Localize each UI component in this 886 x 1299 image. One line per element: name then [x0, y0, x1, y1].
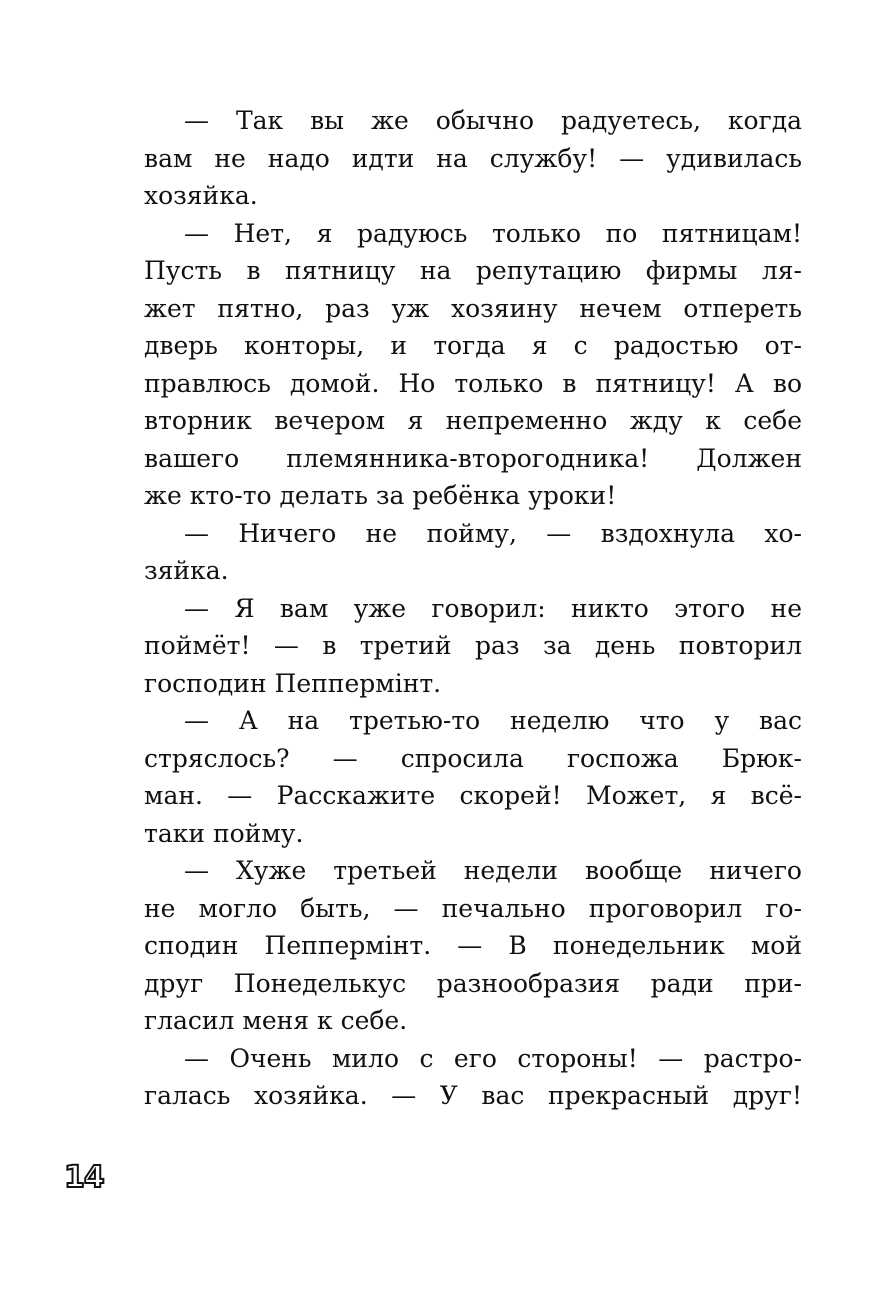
text-line: вторник вечером я непременно жду к себе: [144, 406, 802, 435]
text-line: поймёт! — в третий раз за день повторил: [144, 631, 802, 660]
page-number: 14: [64, 1160, 104, 1195]
text-line: правлюсь домой. Но только в пятницу! А во: [144, 368, 802, 398]
text-line: Пусть в пятницу на репутацию фирмы ля-: [144, 256, 802, 285]
text-line: вам не надо идти на службу! — удивилась: [144, 143, 802, 173]
text-line: — А на третью-то неделю что у вас: [184, 706, 802, 735]
text-line: жет пятно, раз уж хозяину нечем отпереть: [144, 293, 802, 323]
text-line: — Очень мило с его стороны! — растро-: [184, 1043, 802, 1073]
text-line: стряслось? — спросила госпожа Брюк-: [144, 743, 802, 773]
text-line: таки пойму.: [144, 818, 304, 848]
text-line: дверь конторы, и тогда я с радостью от-: [144, 331, 802, 360]
text-line: галась хозяйка. — У вас прекрасный друг!: [144, 1081, 802, 1110]
text-line: хозяйка.: [144, 181, 258, 210]
text-line: — Хуже третьей недели вообще ничего: [184, 856, 802, 885]
text-line: — Я вам уже говорил: никто этого не: [184, 593, 802, 623]
text-line: вашего племянника-второгодника! Должен: [144, 443, 802, 473]
book-page-text: [144, 102, 802, 1115]
text-line: — Так вы же обычно радуетесь, когда: [184, 106, 802, 135]
text-line: — Ничего не пойму, — вздохнула хо-: [184, 518, 802, 548]
text-line: же кто-то делать за ребёнка уроки!: [144, 481, 617, 510]
text-line: гласил меня к себе.: [144, 1006, 408, 1035]
text-line: не могло быть, — печально проговорил го-: [144, 893, 802, 923]
text-line: зяйка.: [144, 556, 229, 585]
text-line: друг Понеделькус разнообразия ради при-: [144, 968, 802, 998]
text-line: — Нет, я радуюсь только по пятницам!: [184, 218, 802, 248]
text-line: господин Пеппермінт.: [144, 668, 442, 698]
text-line: ман. — Расскажите скорей! Может, я всё-: [144, 781, 802, 810]
text-line: сподин Пеппермінт. — В понедельник мой: [144, 931, 802, 960]
